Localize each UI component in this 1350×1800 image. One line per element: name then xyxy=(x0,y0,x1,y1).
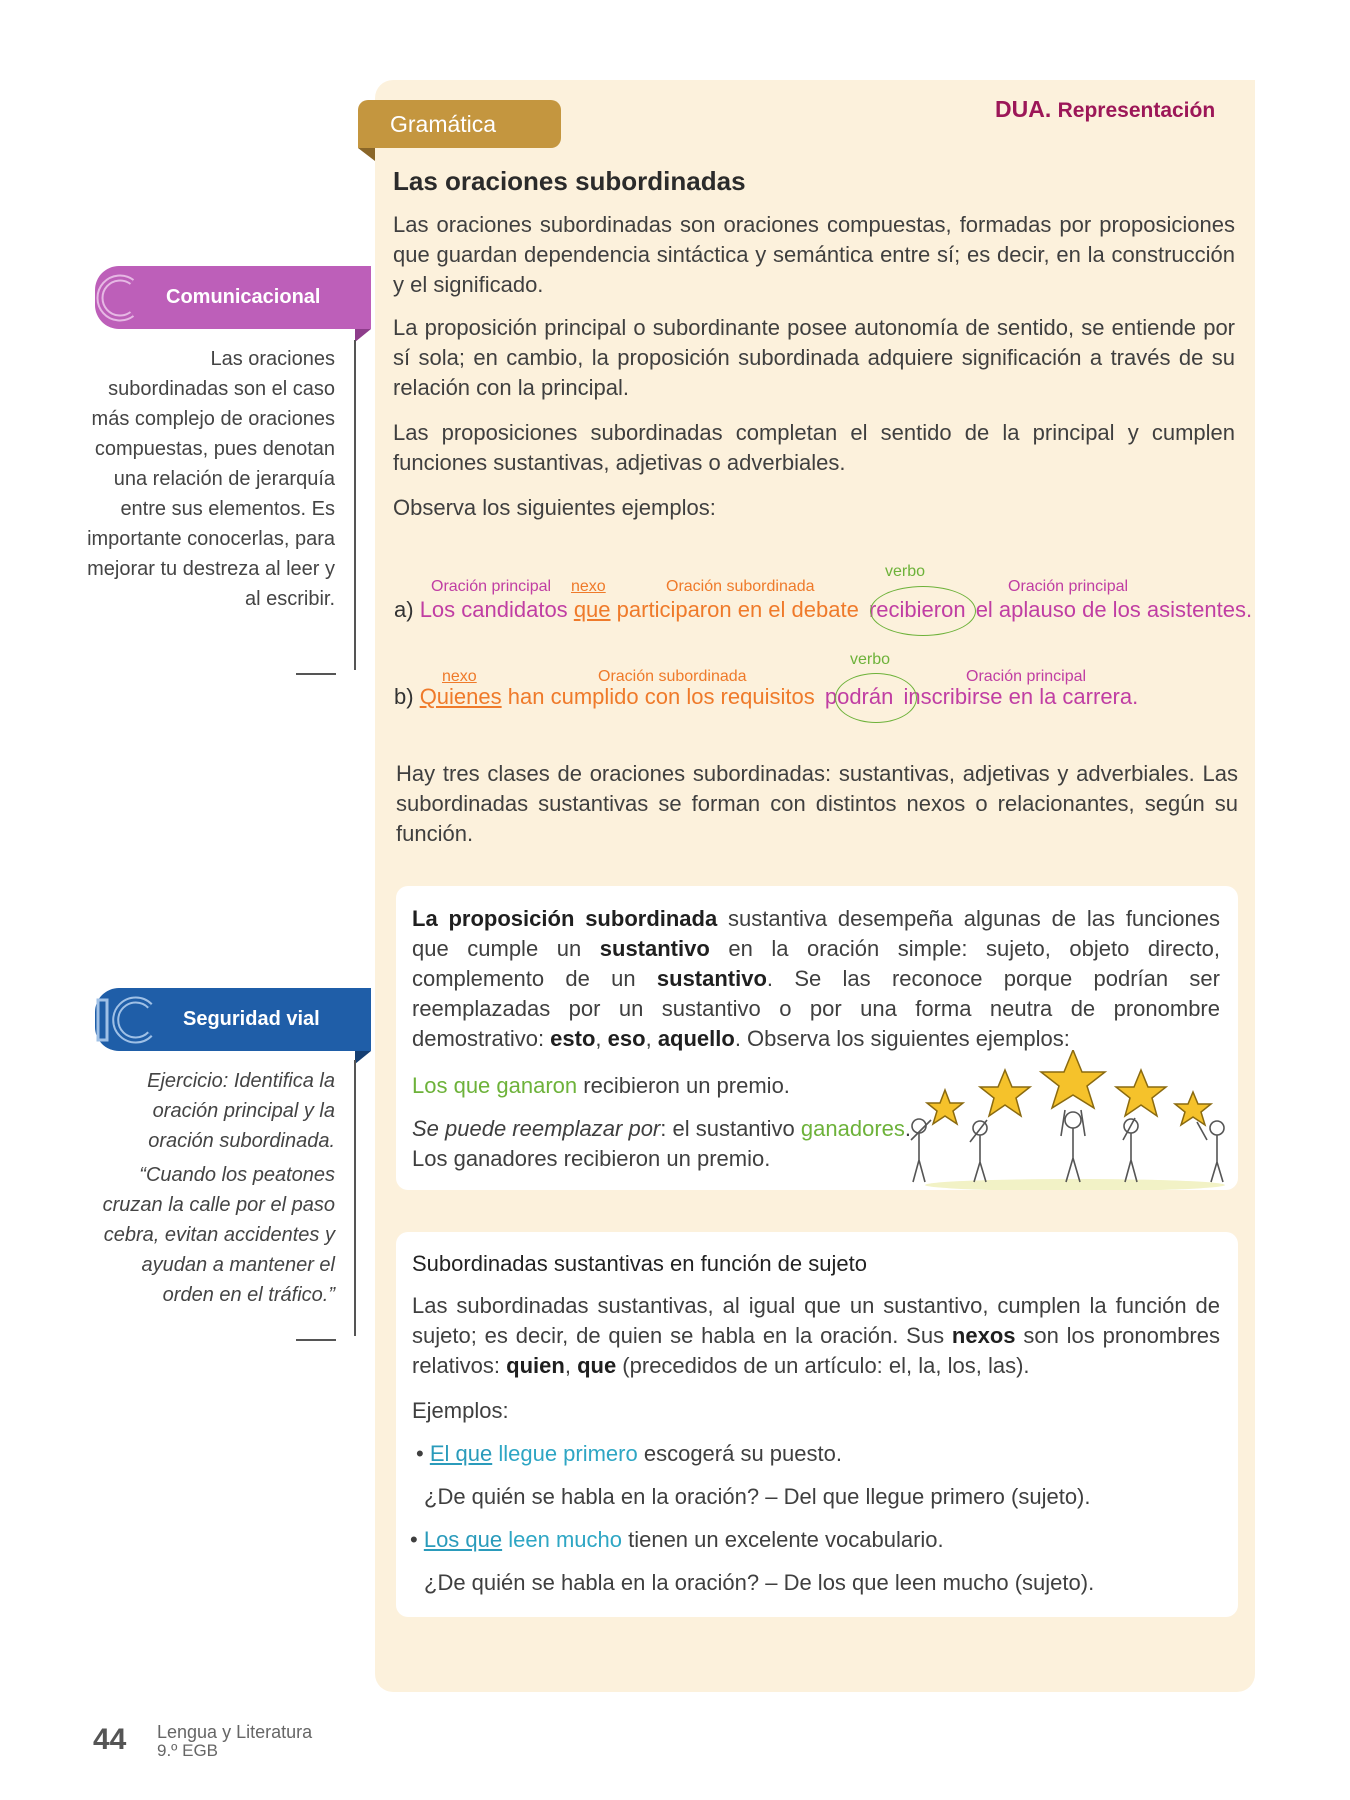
box2-question-1: ¿De quién se habla en la oración? – Del que llegue primero (sujeto). xyxy=(424,1484,1091,1509)
label-verbo-a: verbo xyxy=(885,563,926,580)
example-b-sentence xyxy=(394,684,1138,710)
seguridad-vial-quote: “Cuando los peatones cruzan la calle por el paso cebra, evitan accidentes y ayudan a mantener el orden en el tráfico.” xyxy=(102,1164,335,1306)
divider xyxy=(354,1060,356,1336)
star-icon xyxy=(1041,1050,1105,1108)
divider xyxy=(354,340,356,670)
box2-paragraph: Las subordinadas sustantivas, al igual que un sustantivo, cumplen la función de sujeto; es decir, de quien se habla en la oración. Sus nexos son los pronombres relativos: quien, que (precedidos de un artículo: el, la, los, las). xyxy=(412,1293,1220,1378)
comunicacional-text: Las oraciones subordinadas son el caso más complejo de oraciones compuestas, pues denotan una relación de jerarquía entre sus elementos. Es importante conocerlas, para mejorar tu destreza al leer y al escribir. xyxy=(87,348,335,610)
example-b-nexo: Quienes xyxy=(419,684,502,709)
box2-example-2: • Los que leen mucho tienen un excelente vocabulario. xyxy=(410,1527,944,1552)
paragraph-principal: La proposición principal o subordinante posee autonomía de sentido, se entiende por sí sola; en cambio, la proposición subordinada adquiere significación a través de su relación con la principal. xyxy=(393,315,1235,400)
box1-example: Los que ganaron recibieron un premio. xyxy=(412,1073,790,1098)
box-sujeto xyxy=(396,1232,1238,1617)
comunicacional-label: Comunicacional xyxy=(166,286,321,308)
example-a-letter: a) xyxy=(394,597,414,622)
example-a-principal2: el aplauso de los asistentes. xyxy=(975,597,1253,622)
box1-paragraph: La proposición subordinada sustantiva desempeña algunas de las funciones que cumple un sustantivo en la oración simple: sujeto, objeto directo, complemento de un sustantivo. Se las reconoce porque podrían ser reemplazadas por un sustantivo o por una forma neutra de pronombre demostrativo: esto, eso, aquello. Observa los siguientes ejemplos: xyxy=(412,906,1221,1051)
box2-question-2: ¿De quién se habla en la oración? – De los que leen mucho (sujeto). xyxy=(424,1570,1095,1595)
example-a-sentence xyxy=(394,597,1252,623)
example-b-subordinada: han cumplido con los requisitos xyxy=(507,684,815,709)
star-icon xyxy=(1175,1092,1211,1125)
verb-circle-b xyxy=(835,673,917,723)
star-icon xyxy=(927,1090,963,1124)
footer-grade: 9.º EGB xyxy=(157,1741,219,1760)
box1-replacement: Se puede reemplazar por: el sustantivo ganadores. xyxy=(412,1116,912,1141)
example-b-verbo: podrán xyxy=(824,684,894,709)
divider xyxy=(296,673,336,675)
star-icon xyxy=(980,1070,1030,1116)
comunicacional-c-icon xyxy=(94,272,140,324)
label-verbo-b: verbo xyxy=(850,651,891,668)
example-a-subordinada: participaron en el debate xyxy=(616,597,859,622)
example-a-verbo: recibieron xyxy=(868,597,966,622)
label-principal2-a: Oración principal xyxy=(1008,578,1129,595)
tab-fold xyxy=(355,1051,371,1064)
dua-bold: DUA. xyxy=(995,96,1052,122)
paragraph-definition: Las oraciones subordinadas son oraciones compuestas, formadas por proposiciones que guardan dependencia sintáctica y semántica entre sí; es decir, en la construcción y el significado. xyxy=(393,212,1235,297)
stars-winners-illustration xyxy=(905,1050,1237,1190)
example-b-principal: inscribirse en la carrera. xyxy=(903,684,1139,709)
label-subordinada-a: Oración subordinada xyxy=(666,578,815,595)
star-icon xyxy=(1116,1070,1166,1116)
paragraph-tres-clases: Hay tres clases de oraciones subordinadas: sustantivas, adjetivas y adverbiales. Las subordinadas sustantivas se forman con distintos nexos o relacionantes, según su función. xyxy=(396,761,1238,846)
box2-examples-label: Ejemplos: xyxy=(412,1398,509,1423)
section-tab-gramatica: Gramática xyxy=(358,100,561,148)
divider xyxy=(296,1339,336,1341)
paragraph-observe: Observa los siguientes ejemplos: xyxy=(393,495,716,520)
box2-title: Subordinadas sustantivas en función de sujeto xyxy=(412,1251,867,1276)
seguridad-vial-ic-icon xyxy=(94,992,158,1048)
page-number: 44 xyxy=(93,1723,127,1756)
label-nexo-b: nexo xyxy=(442,668,477,685)
example-a-principal: Los candidatos xyxy=(419,597,568,622)
footer-subject: Lengua y Literatura xyxy=(157,1722,313,1742)
dua-representacion: Representación xyxy=(1057,99,1216,122)
box2-example-1: • El que llegue primero escogerá su puesto. xyxy=(416,1441,842,1466)
tab-fold xyxy=(355,329,371,342)
dua-label xyxy=(995,96,1215,123)
example-a-nexo: que xyxy=(573,597,611,622)
label-principal-a: Oración principal xyxy=(431,578,552,595)
paragraph-functions: Las proposiciones subordinadas completan el sentido de la principal y cumplen funciones sustantivas, adjetivas o adverbiales. xyxy=(393,420,1235,475)
page-title: Las oraciones subordinadas xyxy=(393,166,746,196)
box1-result: Los ganadores recibieron un premio. xyxy=(412,1146,771,1171)
seguridad-vial-text xyxy=(85,1066,335,1310)
example-b-letter: b) xyxy=(394,684,414,709)
label-principal-b: Oración principal xyxy=(966,668,1087,685)
verb-circle-a xyxy=(870,586,976,636)
seguridad-vial-label: Seguridad vial xyxy=(183,1008,320,1030)
tab-fold xyxy=(358,148,375,161)
label-nexo-a: nexo xyxy=(571,578,606,595)
seguridad-vial-exercise: Ejercicio: Identifica la oración principal y la oración subordinada. xyxy=(147,1070,335,1152)
label-subordinada-b: Oración subordinada xyxy=(598,668,747,685)
